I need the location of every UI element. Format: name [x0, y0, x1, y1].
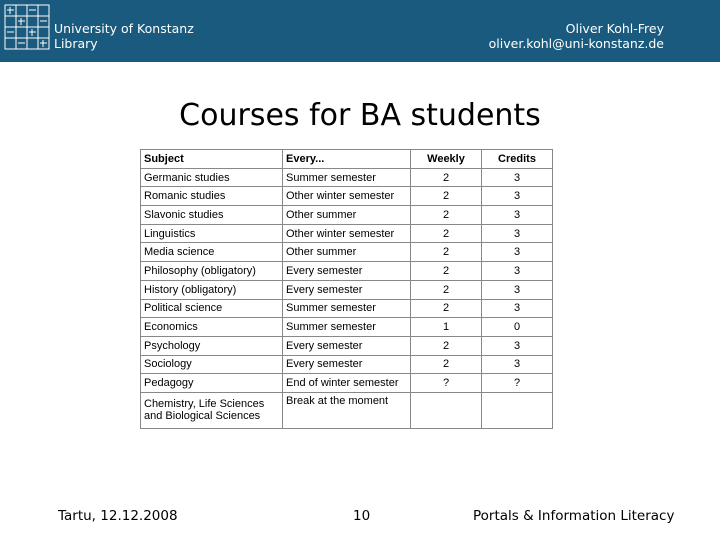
cell-credits: 3: [482, 355, 553, 374]
cell-credits: 3: [482, 206, 553, 225]
cell-credits: 3: [482, 262, 553, 281]
cell-every: Summer semester: [283, 299, 411, 318]
footer-topic: Portals & Information Literacy: [473, 508, 675, 524]
cell-credits: 0: [482, 318, 553, 337]
cell-subject: Sociology: [141, 355, 283, 374]
table-row: [141, 355, 553, 374]
cell-subject: Philosophy (obligatory): [141, 262, 283, 281]
cell-every: Other summer: [283, 243, 411, 262]
cell-weekly: 2: [411, 168, 482, 187]
cell-every: Every semester: [283, 336, 411, 355]
cell-weekly: ?: [411, 374, 482, 393]
cell-credits: 3: [482, 280, 553, 299]
cell-weekly: 2: [411, 280, 482, 299]
table-row: [141, 262, 553, 281]
header-bar: [0, 0, 720, 62]
table-row: [141, 168, 553, 187]
table-row: [141, 318, 553, 337]
table-row: [141, 206, 553, 225]
cell-every: Other winter semester: [283, 187, 411, 206]
cell-weekly: [411, 392, 482, 428]
column-header-weekly: Weekly: [411, 150, 482, 169]
cell-credits: 3: [482, 336, 553, 355]
cell-credits: 3: [482, 187, 553, 206]
cell-every: Summer semester: [283, 168, 411, 187]
table-header-row: [141, 150, 553, 169]
cell-subject: [141, 392, 283, 428]
table-row: [141, 299, 553, 318]
author-email: oliver.kohl@uni-konstanz.de: [488, 36, 664, 51]
table-row: [141, 392, 553, 428]
cell-every: Other summer: [283, 206, 411, 225]
cell-weekly: 2: [411, 243, 482, 262]
cell-weekly: 2: [411, 355, 482, 374]
cell-weekly: 2: [411, 206, 482, 225]
column-header-credits: Credits: [482, 150, 553, 169]
table-row: [141, 336, 553, 355]
footer-page-number: 10: [353, 508, 371, 524]
table-row: [141, 187, 553, 206]
cell-subject: Romanic studies: [141, 187, 283, 206]
cell-credits: 3: [482, 243, 553, 262]
cell-credits: 3: [482, 224, 553, 243]
cell-every: Summer semester: [283, 318, 411, 337]
institution-line-2: Library: [54, 36, 98, 51]
cell-weekly: 2: [411, 187, 482, 206]
cell-subject: Media science: [141, 243, 283, 262]
institution-name: [54, 21, 194, 51]
cell-weekly: 2: [411, 336, 482, 355]
author-name: Oliver Kohl-Frey: [565, 21, 664, 36]
cell-subject: Political science: [141, 299, 283, 318]
cell-subject-line-1: Chemistry, Life Sciences: [144, 398, 265, 411]
institution-line-1: University of Konstanz: [54, 21, 194, 36]
cell-weekly: 1: [411, 318, 482, 337]
cell-weekly: 2: [411, 224, 482, 243]
slide-title: Courses for BA students: [179, 98, 541, 133]
cell-subject: Pedagogy: [141, 374, 283, 393]
table-row: [141, 243, 553, 262]
cell-weekly: 2: [411, 262, 482, 281]
cell-subject: Slavonic studies: [141, 206, 283, 225]
cell-credits: [482, 392, 553, 428]
cell-every: Every semester: [283, 262, 411, 281]
cell-credits: 3: [482, 168, 553, 187]
cell-every: Every semester: [283, 355, 411, 374]
cell-subject-line-2: and Biological Sciences: [144, 410, 261, 423]
table-row: [141, 280, 553, 299]
cell-every: Other winter semester: [283, 224, 411, 243]
cell-every: End of winter semester: [283, 374, 411, 393]
cell-every: Break at the moment: [283, 392, 411, 428]
cell-every: Every semester: [283, 280, 411, 299]
author-info: [489, 21, 664, 51]
cell-subject: History (obligatory): [141, 280, 283, 299]
table-row: [141, 224, 553, 243]
column-header-every: Every...: [283, 150, 411, 169]
footer-location-date: Tartu, 12.12.2008: [58, 508, 178, 524]
cell-subject: Economics: [141, 318, 283, 337]
university-logo-icon: [4, 4, 50, 50]
cell-subject: Germanic studies: [141, 168, 283, 187]
cell-credits: 3: [482, 299, 553, 318]
cell-weekly: 2: [411, 299, 482, 318]
column-header-subject: Subject: [141, 150, 283, 169]
cell-credits: ?: [482, 374, 553, 393]
courses-table: [140, 149, 553, 429]
cell-subject: Linguistics: [141, 224, 283, 243]
cell-subject: Psychology: [141, 336, 283, 355]
table-row: [141, 374, 553, 393]
